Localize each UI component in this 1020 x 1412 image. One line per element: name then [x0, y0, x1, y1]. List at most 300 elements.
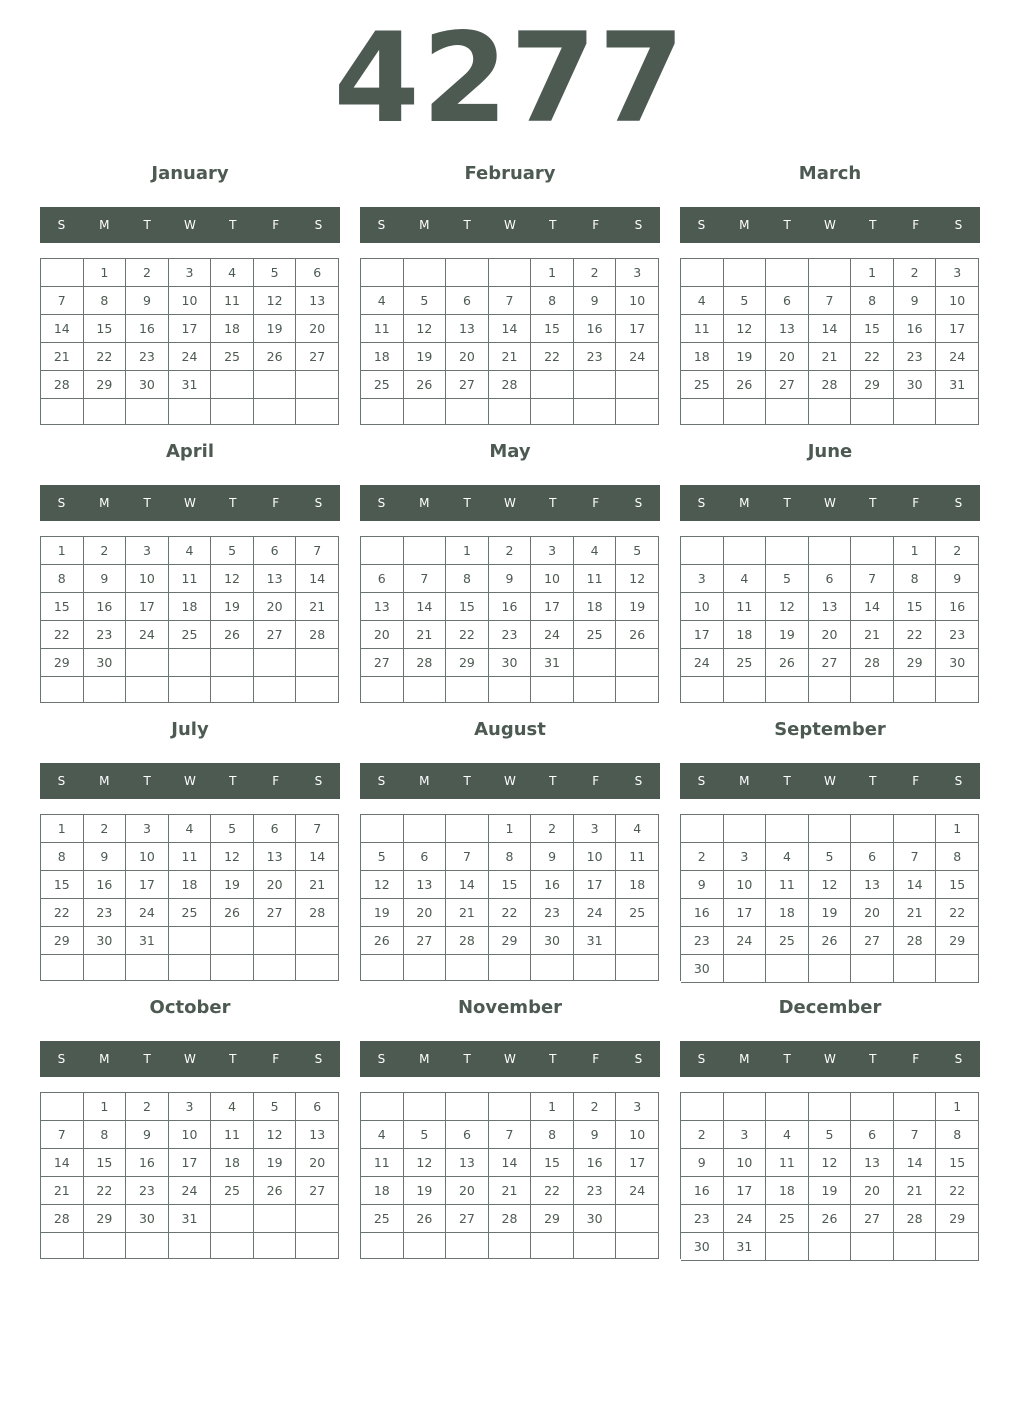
weekday-label: W	[504, 1052, 516, 1066]
day-cell: 21	[894, 1177, 937, 1205]
day-cell: 1	[936, 1093, 979, 1121]
empty-day-cell	[41, 399, 84, 425]
day-cell: 8	[894, 565, 937, 593]
weekday-label: S	[634, 774, 643, 788]
day-cell: 12	[724, 315, 767, 343]
day-cell: 23	[489, 621, 532, 649]
weekday-label: M	[419, 774, 430, 788]
day-cell: 19	[724, 343, 767, 371]
empty-day-cell	[296, 371, 339, 399]
day-cell: 4	[169, 815, 212, 843]
weekday-label: S	[954, 218, 963, 232]
day-cell: 11	[211, 1121, 254, 1149]
empty-day-cell	[404, 1233, 447, 1259]
day-cell: 22	[84, 343, 127, 371]
day-cell: 18	[681, 343, 724, 371]
empty-day-cell	[851, 815, 894, 843]
weekday-header	[680, 207, 980, 243]
empty-day-cell	[809, 399, 852, 425]
day-cell: 30	[126, 1205, 169, 1233]
day-grid	[40, 536, 339, 703]
day-cell: 25	[574, 621, 617, 649]
day-grid	[680, 536, 979, 703]
day-cell: 23	[894, 343, 937, 371]
day-cell: 6	[766, 287, 809, 315]
day-cell: 19	[616, 593, 659, 621]
day-cell: 6	[254, 537, 297, 565]
day-cell: 20	[296, 315, 339, 343]
day-cell: 5	[254, 259, 297, 287]
day-cell: 3	[574, 815, 617, 843]
day-cell: 13	[809, 593, 852, 621]
weekday-label: W	[824, 496, 836, 510]
day-cell: 26	[809, 1205, 852, 1233]
day-cell: 2	[574, 1093, 617, 1121]
empty-day-cell	[126, 1233, 169, 1259]
day-cell: 19	[766, 621, 809, 649]
empty-day-cell	[851, 399, 894, 425]
day-cell: 14	[489, 1149, 532, 1177]
day-cell: 24	[169, 1177, 212, 1205]
day-cell: 22	[936, 899, 979, 927]
day-cell: 2	[894, 259, 937, 287]
day-cell: 13	[446, 1149, 489, 1177]
day-cell: 22	[446, 621, 489, 649]
day-cell: 1	[446, 537, 489, 565]
day-cell: 24	[724, 1205, 767, 1233]
empty-day-cell	[489, 955, 532, 981]
empty-day-cell	[41, 955, 84, 981]
empty-day-cell	[254, 1233, 297, 1259]
weekday-label: T	[869, 1052, 877, 1066]
day-cell: 8	[84, 1121, 127, 1149]
empty-day-cell	[894, 955, 937, 983]
day-cell: 19	[404, 343, 447, 371]
day-cell: 28	[41, 371, 84, 399]
day-cell: 29	[851, 371, 894, 399]
empty-day-cell	[894, 677, 937, 703]
weekday-header	[40, 1041, 340, 1077]
empty-day-cell	[809, 1233, 852, 1261]
day-cell: 10	[126, 565, 169, 593]
empty-day-cell	[724, 259, 767, 287]
day-cell: 7	[894, 1121, 937, 1149]
empty-day-cell	[361, 259, 404, 287]
empty-day-cell	[404, 259, 447, 287]
empty-day-cell	[724, 677, 767, 703]
day-cell: 31	[169, 371, 212, 399]
empty-day-cell	[574, 677, 617, 703]
empty-day-cell	[894, 1233, 937, 1261]
day-cell: 17	[574, 871, 617, 899]
day-cell: 10	[936, 287, 979, 315]
day-cell: 24	[126, 621, 169, 649]
weekday-header	[360, 207, 660, 243]
day-cell: 15	[446, 593, 489, 621]
day-cell: 21	[894, 899, 937, 927]
day-cell: 16	[936, 593, 979, 621]
day-cell: 23	[936, 621, 979, 649]
day-cell: 21	[809, 343, 852, 371]
day-cell: 1	[894, 537, 937, 565]
empty-day-cell	[851, 1233, 894, 1261]
day-cell: 8	[531, 1121, 574, 1149]
empty-day-cell	[404, 955, 447, 981]
weekday-label: T	[549, 1052, 557, 1066]
weekday-label: S	[314, 774, 323, 788]
weekday-label: M	[739, 496, 750, 510]
day-cell: 22	[84, 1177, 127, 1205]
day-cell: 13	[446, 315, 489, 343]
weekday-label: S	[314, 496, 323, 510]
weekday-label: W	[184, 1052, 196, 1066]
empty-day-cell	[574, 955, 617, 981]
day-cell: 4	[361, 287, 404, 315]
day-cell: 2	[681, 843, 724, 871]
weekday-label: T	[229, 218, 237, 232]
weekday-label: W	[184, 774, 196, 788]
empty-day-cell	[446, 259, 489, 287]
day-cell: 11	[361, 1149, 404, 1177]
weekday-label: F	[272, 218, 280, 232]
day-cell: 19	[254, 315, 297, 343]
day-cell: 12	[211, 843, 254, 871]
weekday-label: M	[739, 218, 750, 232]
empty-day-cell	[361, 955, 404, 981]
empty-day-cell	[809, 955, 852, 983]
month-april	[40, 438, 340, 708]
day-cell: 16	[84, 593, 127, 621]
empty-day-cell	[489, 677, 532, 703]
weekday-label: S	[377, 496, 386, 510]
month-december	[680, 994, 980, 1264]
day-cell: 7	[41, 287, 84, 315]
empty-day-cell	[169, 1233, 212, 1259]
day-cell: 18	[616, 871, 659, 899]
day-cell: 20	[254, 871, 297, 899]
empty-day-cell	[446, 677, 489, 703]
day-cell: 26	[254, 1177, 297, 1205]
day-cell: 3	[531, 537, 574, 565]
day-cell: 14	[41, 1149, 84, 1177]
day-cell: 17	[126, 593, 169, 621]
empty-day-cell	[809, 259, 852, 287]
day-cell: 12	[361, 871, 404, 899]
empty-day-cell	[574, 371, 617, 399]
empty-day-cell	[296, 649, 339, 677]
empty-day-cell	[766, 399, 809, 425]
empty-day-cell	[446, 1233, 489, 1259]
empty-day-cell	[41, 1093, 84, 1121]
day-cell: 21	[489, 343, 532, 371]
day-cell: 29	[41, 927, 84, 955]
day-cell: 18	[766, 1177, 809, 1205]
day-cell: 7	[296, 537, 339, 565]
day-cell: 9	[531, 843, 574, 871]
weekday-label: T	[783, 1052, 791, 1066]
empty-day-cell	[766, 259, 809, 287]
day-cell: 17	[169, 315, 212, 343]
weekday-label: W	[824, 218, 836, 232]
day-cell: 30	[84, 927, 127, 955]
day-cell: 14	[296, 565, 339, 593]
day-cell: 26	[211, 899, 254, 927]
day-cell: 7	[296, 815, 339, 843]
day-grid	[680, 1092, 979, 1259]
day-cell: 14	[489, 315, 532, 343]
empty-day-cell	[531, 399, 574, 425]
weekday-label: T	[463, 774, 471, 788]
day-cell: 23	[574, 343, 617, 371]
day-cell: 14	[404, 593, 447, 621]
day-cell: 28	[489, 371, 532, 399]
day-cell: 2	[84, 537, 127, 565]
day-cell: 17	[724, 1177, 767, 1205]
empty-day-cell	[446, 955, 489, 981]
empty-day-cell	[936, 1233, 979, 1261]
weekday-label: T	[229, 496, 237, 510]
day-cell: 6	[254, 815, 297, 843]
empty-day-cell	[894, 399, 937, 425]
day-cell: 11	[574, 565, 617, 593]
empty-day-cell	[681, 677, 724, 703]
month-november	[360, 994, 660, 1264]
day-cell: 25	[361, 371, 404, 399]
weekday-label: S	[57, 774, 66, 788]
day-cell: 24	[724, 927, 767, 955]
empty-day-cell	[724, 815, 767, 843]
day-cell: 22	[531, 1177, 574, 1205]
day-cell: 26	[211, 621, 254, 649]
day-cell: 29	[489, 927, 532, 955]
day-cell: 28	[296, 621, 339, 649]
empty-day-cell	[254, 399, 297, 425]
day-cell: 18	[361, 1177, 404, 1205]
day-cell: 15	[851, 315, 894, 343]
weekday-label: T	[463, 218, 471, 232]
day-cell: 6	[296, 1093, 339, 1121]
day-cell: 11	[361, 315, 404, 343]
empty-day-cell	[489, 1093, 532, 1121]
empty-day-cell	[211, 371, 254, 399]
day-cell: 1	[84, 259, 127, 287]
day-cell: 24	[616, 343, 659, 371]
weekday-label: F	[912, 496, 920, 510]
day-cell: 24	[531, 621, 574, 649]
day-cell: 6	[809, 565, 852, 593]
weekday-label: W	[504, 496, 516, 510]
empty-day-cell	[766, 955, 809, 983]
day-cell: 6	[296, 259, 339, 287]
day-cell: 12	[766, 593, 809, 621]
empty-day-cell	[851, 537, 894, 565]
day-cell: 5	[404, 287, 447, 315]
day-cell: 23	[84, 621, 127, 649]
day-cell: 18	[169, 871, 212, 899]
day-cell: 12	[809, 1149, 852, 1177]
empty-day-cell	[616, 649, 659, 677]
day-cell: 12	[616, 565, 659, 593]
day-cell: 17	[724, 899, 767, 927]
day-cell: 10	[724, 1149, 767, 1177]
day-cell: 21	[41, 1177, 84, 1205]
weekday-label: W	[504, 774, 516, 788]
day-grid	[360, 536, 659, 703]
empty-day-cell	[616, 399, 659, 425]
day-cell: 9	[574, 1121, 617, 1149]
day-cell: 28	[489, 1205, 532, 1233]
month-name: May	[489, 441, 531, 462]
day-cell: 8	[531, 287, 574, 315]
day-cell: 20	[361, 621, 404, 649]
empty-day-cell	[851, 1093, 894, 1121]
day-cell: 30	[126, 371, 169, 399]
day-cell: 13	[851, 1149, 894, 1177]
empty-day-cell	[809, 537, 852, 565]
day-cell: 16	[126, 1149, 169, 1177]
month-august	[360, 716, 660, 986]
weekday-header	[680, 763, 980, 799]
empty-day-cell	[296, 1233, 339, 1259]
day-cell: 28	[894, 1205, 937, 1233]
day-cell: 29	[936, 927, 979, 955]
empty-day-cell	[361, 399, 404, 425]
day-cell: 10	[574, 843, 617, 871]
day-cell: 26	[724, 371, 767, 399]
empty-day-cell	[809, 677, 852, 703]
day-cell: 8	[41, 565, 84, 593]
day-cell: 5	[254, 1093, 297, 1121]
day-cell: 4	[616, 815, 659, 843]
day-cell: 16	[126, 315, 169, 343]
day-grid	[680, 814, 979, 981]
empty-day-cell	[404, 1093, 447, 1121]
empty-day-cell	[169, 927, 212, 955]
day-cell: 4	[574, 537, 617, 565]
empty-day-cell	[681, 1093, 724, 1121]
weekday-label: T	[549, 496, 557, 510]
weekday-label: F	[592, 218, 600, 232]
empty-day-cell	[681, 259, 724, 287]
day-grid	[360, 814, 659, 981]
day-cell: 21	[489, 1177, 532, 1205]
day-cell: 14	[41, 315, 84, 343]
month-name: November	[457, 997, 563, 1018]
empty-day-cell	[489, 1233, 532, 1259]
weekday-label: S	[697, 496, 706, 510]
day-cell: 11	[724, 593, 767, 621]
empty-day-cell	[809, 815, 852, 843]
empty-day-cell	[169, 677, 212, 703]
empty-day-cell	[766, 677, 809, 703]
day-cell: 15	[84, 315, 127, 343]
weekday-label: F	[592, 1052, 600, 1066]
empty-day-cell	[616, 955, 659, 981]
weekday-label: S	[697, 1052, 706, 1066]
empty-day-cell	[211, 1233, 254, 1259]
day-cell: 31	[724, 1233, 767, 1261]
day-cell: 20	[254, 593, 297, 621]
day-cell: 30	[894, 371, 937, 399]
empty-day-cell	[851, 677, 894, 703]
day-cell: 26	[404, 371, 447, 399]
day-cell: 5	[616, 537, 659, 565]
empty-day-cell	[84, 1233, 127, 1259]
weekday-label: M	[99, 1052, 110, 1066]
empty-day-cell	[766, 1093, 809, 1121]
day-cell: 15	[41, 593, 84, 621]
month-may	[360, 438, 660, 708]
empty-day-cell	[169, 649, 212, 677]
year-title: 4277	[333, 7, 687, 151]
weekday-label: S	[954, 774, 963, 788]
day-cell: 30	[936, 649, 979, 677]
empty-day-cell	[361, 537, 404, 565]
weekday-label: T	[549, 774, 557, 788]
day-cell: 13	[361, 593, 404, 621]
day-cell: 11	[616, 843, 659, 871]
day-cell: 17	[126, 871, 169, 899]
weekday-label: M	[99, 218, 110, 232]
day-cell: 16	[574, 315, 617, 343]
day-cell: 22	[936, 1177, 979, 1205]
day-cell: 24	[126, 899, 169, 927]
day-cell: 23	[531, 899, 574, 927]
weekday-label: T	[143, 774, 151, 788]
day-cell: 3	[681, 565, 724, 593]
empty-day-cell	[851, 955, 894, 983]
month-name: June	[807, 441, 853, 462]
day-cell: 9	[489, 565, 532, 593]
empty-day-cell	[254, 955, 297, 981]
day-cell: 22	[894, 621, 937, 649]
day-cell: 17	[681, 621, 724, 649]
day-cell: 14	[296, 843, 339, 871]
empty-day-cell	[296, 399, 339, 425]
day-cell: 18	[766, 899, 809, 927]
day-cell: 26	[361, 927, 404, 955]
day-cell: 27	[254, 621, 297, 649]
weekday-label: T	[229, 774, 237, 788]
weekday-header	[40, 207, 340, 243]
day-cell: 29	[446, 649, 489, 677]
day-cell: 12	[809, 871, 852, 899]
day-cell: 28	[894, 927, 937, 955]
day-cell: 2	[84, 815, 127, 843]
day-cell: 3	[169, 259, 212, 287]
day-cell: 24	[574, 899, 617, 927]
empty-day-cell	[724, 955, 767, 983]
day-cell: 18	[211, 1149, 254, 1177]
day-cell: 14	[851, 593, 894, 621]
day-cell: 13	[404, 871, 447, 899]
empty-day-cell	[126, 649, 169, 677]
day-cell: 20	[851, 899, 894, 927]
weekday-label: T	[143, 496, 151, 510]
day-cell: 31	[936, 371, 979, 399]
weekday-label: T	[463, 1052, 471, 1066]
day-cell: 22	[489, 899, 532, 927]
day-cell: 25	[724, 649, 767, 677]
day-cell: 12	[404, 1149, 447, 1177]
month-october	[40, 994, 340, 1264]
day-cell: 6	[446, 1121, 489, 1149]
day-cell: 9	[894, 287, 937, 315]
month-july	[40, 716, 340, 986]
weekday-label: S	[377, 218, 386, 232]
day-cell: 4	[766, 843, 809, 871]
empty-day-cell	[296, 927, 339, 955]
